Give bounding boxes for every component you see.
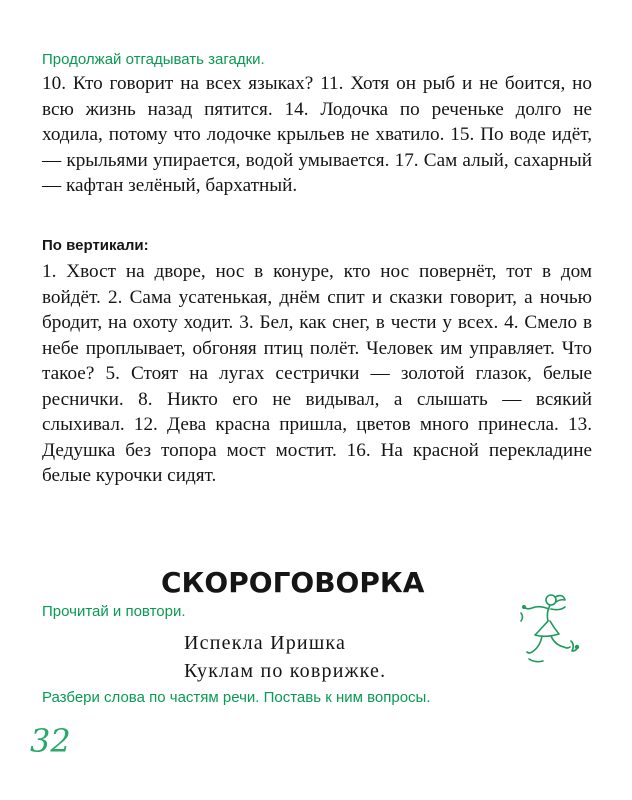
tongue-twister-title: СКОРОГОВОРКА (161, 566, 425, 599)
vertical-heading: По вертикали: (42, 237, 149, 254)
dancing-figure-icon (515, 591, 583, 666)
instruction-read-repeat: Прочитай и повтори. (42, 603, 186, 620)
page-number: 32 (30, 722, 71, 760)
instruction-continue-riddles: Продолжай отгадывать загадки. (42, 51, 265, 68)
tongue-twister-line-2: Куклам по коврижке. (184, 660, 387, 682)
instruction-parse-words: Разбери слова по частям речи. Поставь к ним вопросы. (42, 689, 431, 706)
vertical-riddles-text: 1. Хвост на дворе, нос в конуре, кто нос повернёт, тот в дом войдёт. 2. Сама усатенькая, днём спит и сказки говорит, а ночью бродит, на охоту ходит. 3. Бел, как снег, в чести у всех. 4. Смело в небе проплывает, обгоняя птиц полёт. Человек им управляет. Что такое? 5. Стоят на лугах сестрички — золотой глазок, белые реснички. 8. Никто его не видывал, а слышать — всякий слыхивал. 12. Дева красна пришла, цветов много принесла. 13. Дедушка без топора мост мостит. 16. На красной перекладине белые курочки сидят. (42, 261, 592, 486)
tongue-twister-line-1: Испекла Иришка (184, 632, 347, 654)
horizontal-riddles-text: 10. Кто говорит на всех языках? 11. Хотя он рыб и не боится, но всю жизнь назад пятится. 14. Лодочка по реченьке долго не ходила, потому что лодочке крыльев не хватило. 15. По воде идёт, — крыльями упирается, водой умывается. 17. Сам алый, сахарный — кафтан зелёный, бархатный. (42, 73, 592, 196)
